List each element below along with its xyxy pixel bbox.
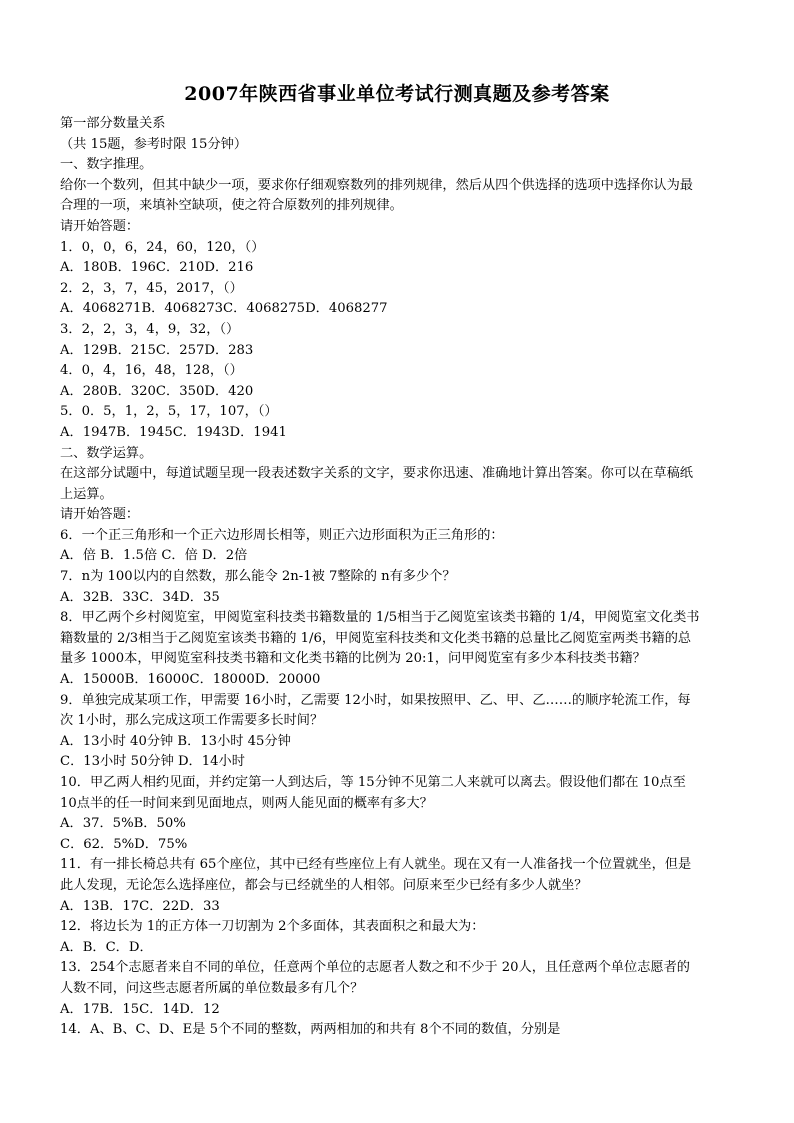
text-line: 请开始答题：	[60, 218, 140, 234]
text-line: 6．一个正三角形和一个正六边形周长相等，则正六边形面积为正三角形的：	[60, 527, 504, 543]
text-line: 上运算。	[60, 486, 113, 502]
document-body	[60, 114, 740, 1041]
text-line: 籍数量的 2/3相当于乙阅览室该类书籍的 1/6，甲阅览室科技类和文化类书籍的总量比乙阅览室两类书籍的总	[60, 630, 692, 646]
text-line: 量多 1000本，甲阅览室科技类书籍和文化类书籍的比例为 20:1，问甲阅览室有多少本科技类书籍？	[60, 651, 646, 667]
text-line: 11．有一排长椅总共有 65个座位，其中已经有些座位上有人就坐。现在又有一人准备找一个位置就坐，但是	[60, 857, 692, 873]
text-line: A．4068271B．4068273C．4068275D．4068277	[60, 301, 388, 317]
text-line: A．13小时 40分钟 B．13小时 45分钟	[60, 733, 291, 749]
text-line: 合理的一项，来填补空缺项，使之符合原数列的排列规律。	[60, 198, 403, 214]
text-line: A．13B．17C．22D．33	[60, 898, 220, 914]
text-line: A．1947B．1945C．1943D．1941	[60, 424, 287, 440]
text-line: （共 15题，参考时限 15分钟）	[60, 136, 248, 152]
text-line: 一、数字推理。	[60, 157, 153, 173]
text-line: A．17B．15C．14D．12	[60, 1001, 220, 1017]
text-line: A．15000B．16000C．18000D．20000	[60, 672, 321, 688]
text-line: 2．2，3，7，45，2017，（）	[60, 280, 243, 296]
text-line: 在这部分试题中，每道试题呈现一段表述数字关系的文字，要求你迅速、准确地计算出答案。你可以在草稿纸	[60, 466, 693, 482]
text-line: 10点半的任一时间来到见面地点，则两人能见面的概率有多大？	[60, 795, 433, 811]
text-line: 次 1小时，那么完成这项工作需要多长时间？	[60, 713, 324, 729]
text-line: A．129B．215C．257D．283	[60, 342, 254, 358]
text-line: A．B．C．D．	[60, 939, 153, 955]
text-line: 3．2，2，3，4，9，32，（）	[60, 321, 240, 337]
text-line: C．62．5%D．75%	[60, 836, 188, 852]
text-line: 8．甲乙两个乡村阅览室，甲阅览室科技类书籍数量的 1/5相当于乙阅览室该类书籍的 1/4，甲阅览室文化类书	[60, 610, 700, 626]
text-line: 14．A、B、C、D、E是 5个不同的整数，两两相加的和共有 8个不同的数值，分别是	[60, 1022, 561, 1038]
text-line: A．180B．196C．210D．216	[60, 260, 254, 276]
text-line: 第一部分数量关系	[60, 116, 166, 131]
page-title: 2007年陕西省事业单位考试行测真题及参考答案	[184, 83, 610, 105]
text-line: 9．单独完成某项工作，甲需要 16小时，乙需要 12小时，如果按照甲、乙、甲、乙……的顺序轮流工作，每	[60, 692, 691, 708]
text-line: C．13小时 50分钟 D．14小时	[60, 754, 245, 770]
text-line: 7．n为 100以内的自然数，那么能令 2n-1被 7整除的 n有多少个？	[60, 569, 456, 585]
text-line: 给你一个数列，但其中缺少一项，要求你仔细观察数列的排列规律，然后从四个供选择的选项中选择你认为最	[60, 177, 693, 193]
text-line: 二、数学运算。	[60, 445, 153, 461]
text-line: 10．甲乙两人相约见面，并约定第一人到达后，等 15分钟不见第二人来就可以离去。假设他们都在 10点至	[60, 775, 686, 790]
text-line: 此人发现，无论怎么选择座位，都会与已经就坐的人相邻。问原来至少已经有多少人就坐？	[60, 877, 588, 893]
text-line: 12．将边长为 1的正方体一刀切割为 2个多面体，其表面积之和最大为：	[60, 919, 485, 935]
text-line: A．倍 B．1.5倍 C．倍 D．2倍	[60, 548, 248, 564]
text-line: 人数不同，问这些志愿者所属的单位数最多有几个？	[60, 980, 364, 996]
text-line: A．280B．320C．350D．420	[60, 383, 254, 399]
text-line: 1．0，0，6，24，60，120，（）	[60, 239, 265, 255]
text-line: A．32B．33C．34D．35	[60, 589, 220, 605]
text-line: 13．254个志愿者来自不同的单位，任意两个单位的志愿者人数之和不少于 20人，且任意两个单位志愿者的	[60, 960, 690, 976]
text-line: A．37．5%B．50%	[60, 816, 186, 832]
text-line: 4．0，4，16，48，128，（）	[60, 363, 243, 379]
text-line: 5．0．5，1，2，5，17，107，（）	[60, 404, 278, 420]
text-line: 请开始答题：	[60, 507, 140, 523]
